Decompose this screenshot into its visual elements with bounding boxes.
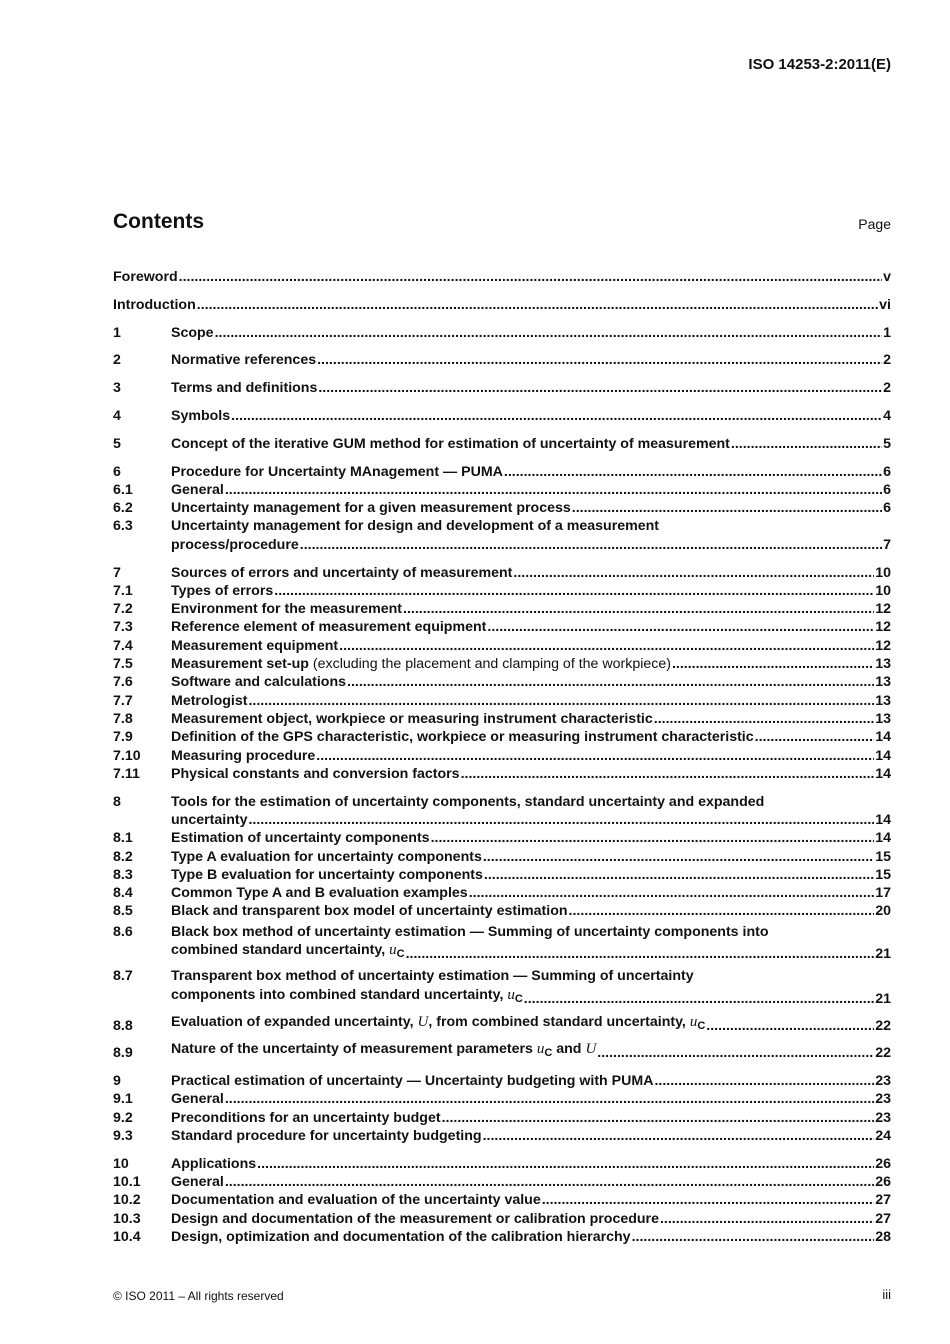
copyright-notice: © ISO 2011 – All rights reserved <box>113 1289 284 1303</box>
toc-entry-8-5[interactable]: 8.5 Black and transparent box model of uncertainty estimation ..... 20 <box>113 902 891 920</box>
toc-entry-9-1[interactable]: 9.1 General ..... 23 <box>113 1090 891 1108</box>
table-of-contents <box>113 268 891 1246</box>
toc-entry-7[interactable]: 7 Sources of errors and uncertainty of measurement ..... 10 <box>113 564 891 582</box>
toc-entry-10-3[interactable]: 10.3 Design and documentation of the measurement or calibration procedure ..... 27 <box>113 1210 891 1228</box>
page-column-label: Page <box>858 216 891 232</box>
toc-entry-7-7[interactable]: 7.7 Metrologist ..... 13 <box>113 692 891 710</box>
toc-entry-6[interactable]: 6 Procedure for Uncertainty MAnagement — PUMA ..... 6 <box>113 463 891 481</box>
toc-entry-6-3[interactable]: 6.3 Uncertainty management for design and development of a measurement process/procedure ..... 7 <box>113 517 891 554</box>
toc-entry-2[interactable]: 2 Normative references ..... 2 <box>113 351 891 369</box>
toc-entry-7-5[interactable]: 7.5 Measurement set-up (excluding the placement and clamping of the workpiece) ..... 13 <box>113 655 891 673</box>
toc-entry-8-6[interactable]: 8.6 Black box method of uncertainty estimation — Summing of uncertainty components into combined standard uncertainty, $u_C$ ..... 21 <box>113 923 891 964</box>
document-id: ISO 14253-2:2011(E) <box>748 56 891 73</box>
toc-entry-10-2[interactable]: 10.2 Documentation and evaluation of the uncertainty value ..... 27 <box>113 1191 891 1209</box>
symbol-u: u <box>507 986 515 1003</box>
toc-entry-9-3[interactable]: 9.3 Standard procedure for uncertainty budgeting ..... 24 <box>113 1127 891 1145</box>
toc-entry-8-1[interactable]: 8.1 Estimation of uncertainty components ..... 14 <box>113 829 891 847</box>
toc-entry-7-4[interactable]: 7.4 Measurement equipment ..... 12 <box>113 637 891 655</box>
toc-entry-8-4[interactable]: 8.4 Common Type A and B evaluation examples ..... 17 <box>113 884 891 902</box>
symbol-u: u <box>389 942 397 958</box>
toc-entry-10-1[interactable]: 10.1 General ..... 26 <box>113 1173 891 1191</box>
toc-entry-6-2[interactable]: 6.2 Uncertainty management for a given measurement process ..... 6 <box>113 499 891 517</box>
toc-entry-9-2[interactable]: 9.2 Preconditions for an uncertainty budget ..... 23 <box>113 1109 891 1127</box>
toc-entry-4[interactable]: 4 Symbols ..... 4 <box>113 407 891 425</box>
toc-entry-7-8[interactable]: 7.8 Measurement object, workpiece or measuring instrument characteristic ..... 13 <box>113 710 891 728</box>
toc-entry-7-1[interactable]: 7.1 Types of errors ..... 10 <box>113 582 891 600</box>
page-number: iii <box>882 1287 891 1302</box>
toc-entry-7-10[interactable]: 7.10 Measuring procedure ..... 14 <box>113 747 891 765</box>
symbol-u: u <box>536 1041 545 1058</box>
toc-entry-7-6[interactable]: 7.6 Software and calculations ..... 13 <box>113 673 891 691</box>
toc-entry-6-1[interactable]: 6.1 General ..... 6 <box>113 481 891 499</box>
toc-entry-8-2[interactable]: 8.2 Type A evaluation for uncertainty components ..... 15 <box>113 848 891 866</box>
toc-entry-7-3[interactable]: 7.3 Reference element of measurement equipment ..... 12 <box>113 618 891 636</box>
toc-entry-10[interactable]: 10 Applications ..... 26 <box>113 1155 891 1173</box>
toc-entry-10-4[interactable]: 10.4 Design, optimization and documentation of the calibration hierarchy ..... 28 <box>113 1228 891 1246</box>
toc-entry-foreword[interactable]: Foreword ..... v <box>113 268 891 286</box>
symbol-U: U <box>585 1041 597 1058</box>
toc-entry-8-7[interactable]: 8.7 Transparent box method of uncertainty estimation — Summing of uncertainty components into combined standard uncertainty, $u_C$ ..... 21 <box>113 967 891 1008</box>
toc-entry-7-2[interactable]: 7.2 Environment for the measurement ..... 12 <box>113 600 891 618</box>
toc-entry-8-3[interactable]: 8.3 Type B evaluation for uncertainty components ..... 15 <box>113 866 891 884</box>
toc-entry-8[interactable]: 8 Tools for the estimation of uncertainty components, standard uncertainty and expanded uncertainty ..... 14 <box>113 793 891 830</box>
toc-entry-3[interactable]: 3 Terms and definitions ..... 2 <box>113 379 891 397</box>
toc-entry-1[interactable]: 1 Scope ..... 1 <box>113 324 891 342</box>
symbol-u: u <box>689 1013 698 1030</box>
toc-entry-introduction[interactable]: Introduction ..... vi <box>113 296 891 314</box>
toc-entry-5[interactable]: 5 Concept of the iterative GUM method for estimation of uncertainty of measurement ..... 5 <box>113 435 891 453</box>
toc-entry-9[interactable]: 9 Practical estimation of uncertainty — Uncertainty budgeting with PUMA ..... 23 <box>113 1072 891 1090</box>
toc-entry-7-11[interactable]: 7.11 Physical constants and conversion factors ..... 14 <box>113 765 891 783</box>
symbol-U: U <box>417 1013 429 1030</box>
toc-entry-8-9[interactable]: 8.9 Nature of the uncertainty of measurement parameters $u_C$ and U ..... 22 <box>113 1040 891 1062</box>
toc-entry-7-9[interactable]: 7.9 Definition of the GPS characteristic, workpiece or measuring instrument characteristic ..... 14 <box>113 728 891 746</box>
contents-title: Contents <box>113 210 204 233</box>
toc-entry-8-8[interactable]: 8.8 Evaluation of expanded uncertainty, U, from combined standard uncertainty, $u_C$ ..... 22 <box>113 1013 891 1035</box>
